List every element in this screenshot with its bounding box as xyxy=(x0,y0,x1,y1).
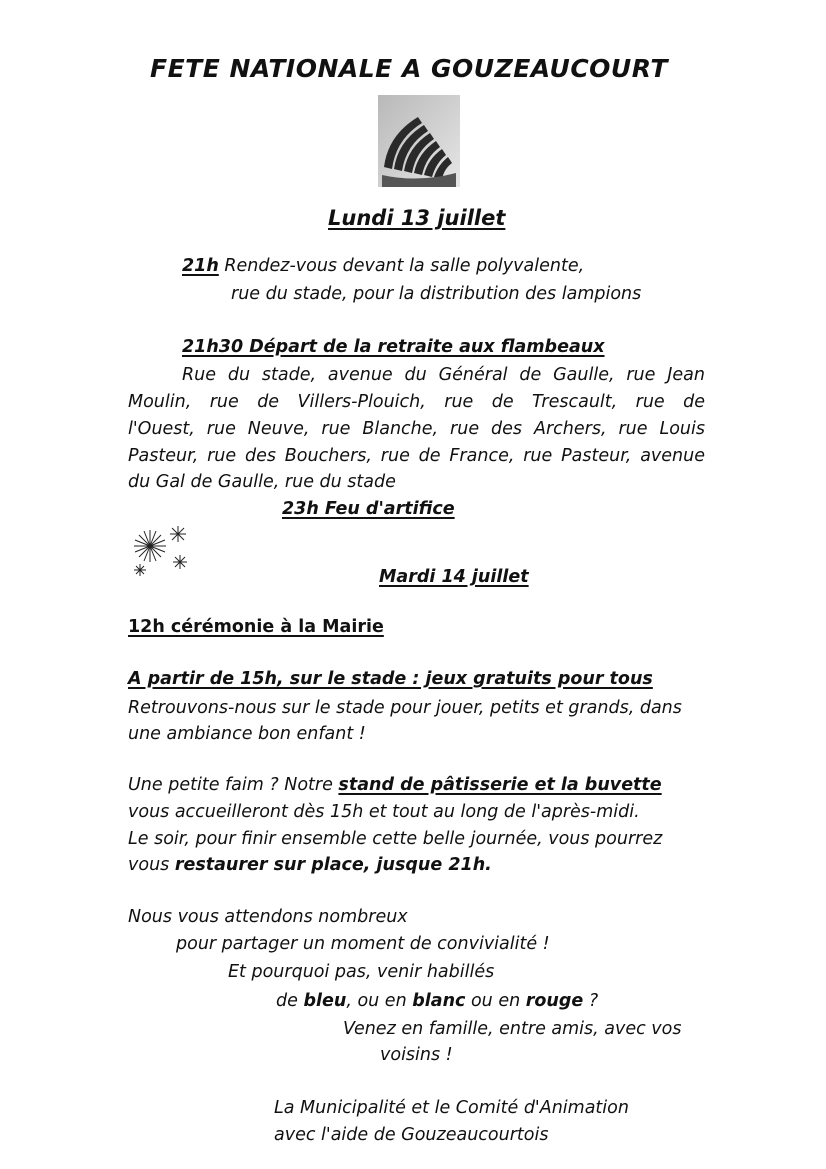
games-text-2: une ambiance bon enfant ! xyxy=(128,724,366,744)
color-blanc: blanc xyxy=(412,991,466,1011)
evening-line-2 xyxy=(128,857,492,875)
evening-prefix: vous xyxy=(128,855,175,875)
route-line-4: Pasteur, rue des Bouchers, rue de France, rue Pasteur, avenue xyxy=(128,446,705,466)
rdv-text-2: rue du stade, pour la distribution des lampions xyxy=(231,284,642,304)
signature-line-2: avec l'aide de Gouzeaucourtois xyxy=(274,1125,549,1145)
fireworks-icon xyxy=(128,522,192,578)
games-text-1: Retrouvons-nous sur le stade pour jouer, petits et grands, dans xyxy=(128,698,682,718)
hunger-line-2: vous accueilleront dès 15h et tout au long de l'après-midi. xyxy=(128,802,640,822)
color-prefix: de xyxy=(276,991,304,1011)
closing-line-3: Et pourquoi pas, venir habillés xyxy=(228,962,495,982)
rdv-text: Rendez-vous devant la salle polyvalente, xyxy=(218,256,585,276)
hunger-prefix: Une petite faim ? Notre xyxy=(128,775,339,795)
route-line-1: Rue du stade, avenue du Général de Gaulle, rue Jean xyxy=(182,365,705,385)
closing-line-4 xyxy=(276,993,598,1011)
route-line-5: du Gal de Gaulle, rue du stade xyxy=(128,472,396,492)
ceremony-line: 12h cérémonie à la Mairie xyxy=(128,617,384,637)
hunger-line xyxy=(128,777,662,795)
closing-line-1: Nous vous attendons nombreux xyxy=(128,907,408,927)
color-sep-1: , ou en xyxy=(346,991,413,1011)
route-line-3: l'Ouest, rue Neuve, rue Blanche, rue des Archers, rue Louis xyxy=(128,419,705,439)
closing-line-2: pour partager un moment de convivialité ! xyxy=(176,934,550,954)
evening-bold: restaurer sur place, jusque 21h. xyxy=(174,855,492,875)
signature-line-1: La Municipalité et le Comité d'Animation xyxy=(274,1098,629,1118)
closing-line-6: voisins ! xyxy=(380,1045,453,1065)
rdv-line xyxy=(182,258,584,276)
hunger-bold: stand de pâtisserie et la buvette xyxy=(338,775,662,795)
shell-image xyxy=(378,95,460,187)
evening-line-1: Le soir, pour finir ensemble cette belle journée, vous pourrez xyxy=(128,829,663,849)
color-sep-2: ou en xyxy=(465,991,526,1011)
page-title: FETE NATIONALE A GOUZEAUCOURT xyxy=(150,54,668,83)
games-heading: A partir de 15h, sur le stade : jeux gratuits pour tous xyxy=(128,669,653,689)
closing-line-5: Venez en famille, entre amis, avec vos xyxy=(343,1019,682,1039)
route-line-2: Moulin, rue de Villers-Plouich, rue de Trescault, rue de xyxy=(128,392,705,412)
rdv-time: 21h xyxy=(182,256,219,276)
color-bleu: bleu xyxy=(303,991,347,1011)
color-rouge: rouge xyxy=(525,991,584,1011)
day2-heading: Mardi 14 juillet xyxy=(379,567,529,587)
depart-heading: 21h30 Départ de la retraite aux flambeaux xyxy=(182,337,605,357)
color-suffix: ? xyxy=(583,991,599,1011)
fireworks-line: 23h Feu d'artifice xyxy=(282,499,455,519)
day1-heading: Lundi 13 juillet xyxy=(328,206,506,230)
